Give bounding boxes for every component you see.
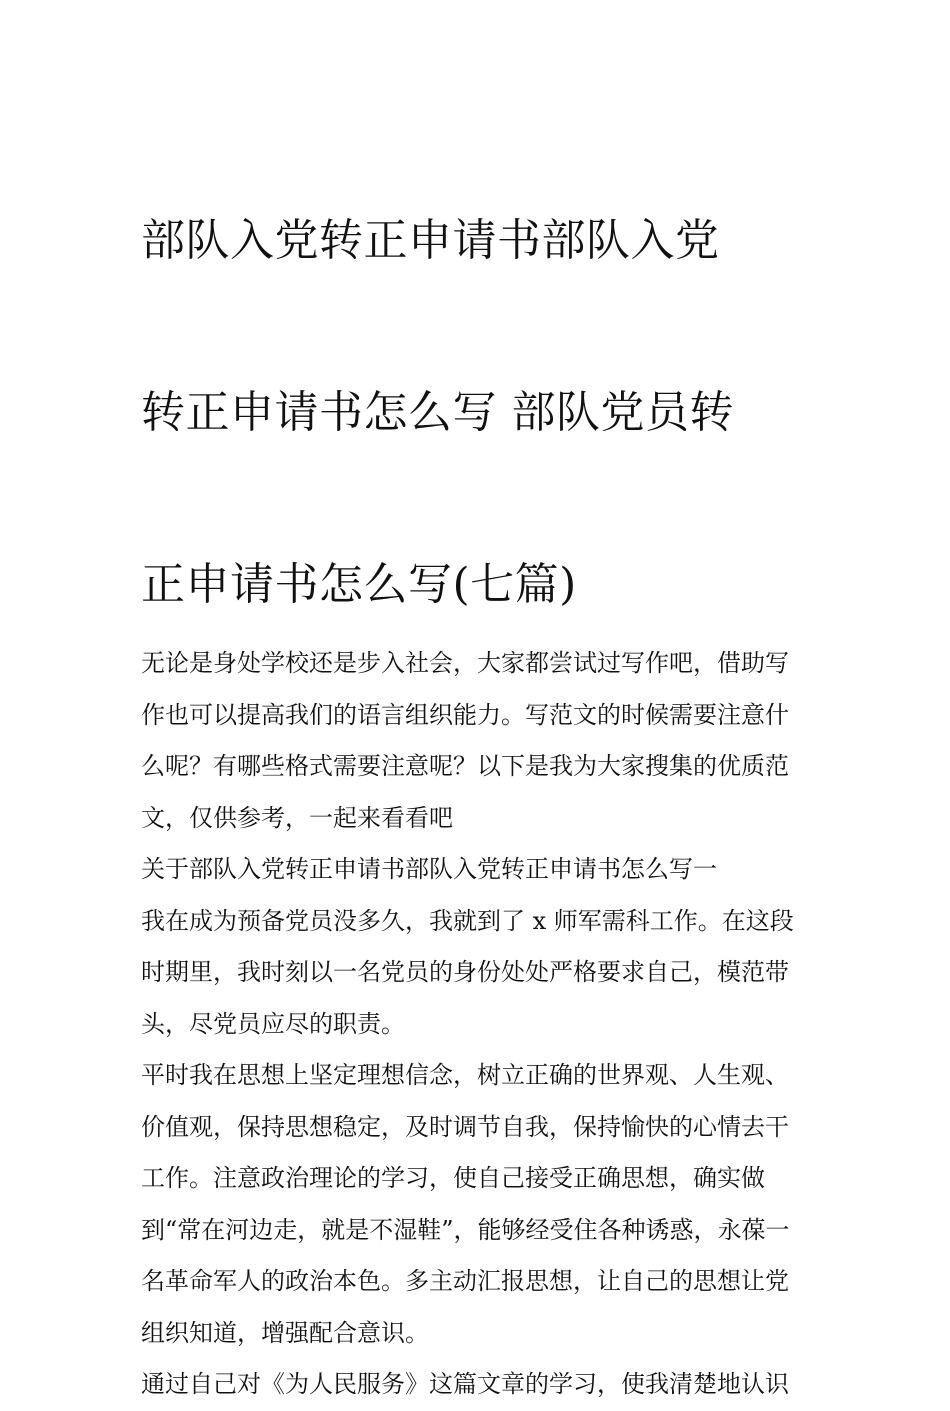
text-line: 文，仅供参考，一起来看看吧 [141, 803, 453, 832]
document-body [141, 638, 813, 1411]
text-line: 头，尽党员应尽的职责。 [141, 1009, 405, 1038]
intro-paragraph [141, 638, 813, 844]
text-line: 关于部队入党转正申请书部队入党转正申请书怎么写一 [141, 855, 717, 883]
title-line: 转正申请书怎么写 部队党员转 [141, 387, 734, 438]
body-paragraph [141, 1050, 813, 1359]
section-heading [141, 844, 813, 896]
text-line: 么呢？有哪些格式需要注意呢？以下是我为大家搜集的优质范 [141, 752, 789, 780]
text-line: 平时我在思想上坚定理想信念，树立正确的世界观、人生观、 [141, 1061, 789, 1089]
body-paragraph [141, 896, 813, 1051]
title-line: 正申请书怎么写(七篇) [141, 559, 577, 610]
text-line: 我在成为预备党员没多久，我就到了 x 师军需科工作。在这段 [141, 906, 794, 935]
document-title [141, 112, 813, 628]
text-line: 组织知道，增强配合意识。 [141, 1318, 429, 1347]
text-line: 价值观，保持思想稳定，及时调节自我，保持愉快的心情去干 [141, 1112, 789, 1141]
text-line: 名革命军人的政治本色。多主动汇报思想，让自己的思想让党 [141, 1267, 789, 1295]
text-line: 到“常在河边走，就是不湿鞋”，能够经受住各种诱惑，永葆一 [141, 1215, 790, 1244]
document-page [141, 112, 813, 1411]
text-line: 通过自己对《为人民服务》这篇文章的学习，使我清楚地认识 [141, 1370, 789, 1398]
text-line: 时期里，我时刻以一名党员的身份处处严格要求自己，模范带 [141, 958, 789, 986]
body-paragraph [141, 1359, 813, 1411]
text-line: 无论是身处学校还是步入社会，大家都尝试过写作吧，借助写 [141, 649, 789, 677]
text-line: 作也可以提高我们的语言组织能力。写范文的时候需要注意什 [141, 700, 789, 729]
text-line: 工作。注意政治理论的学习，使自己接受正确思想，确实做 [141, 1164, 765, 1192]
title-line: 部队入党转正申请书部队入党 [141, 215, 720, 266]
